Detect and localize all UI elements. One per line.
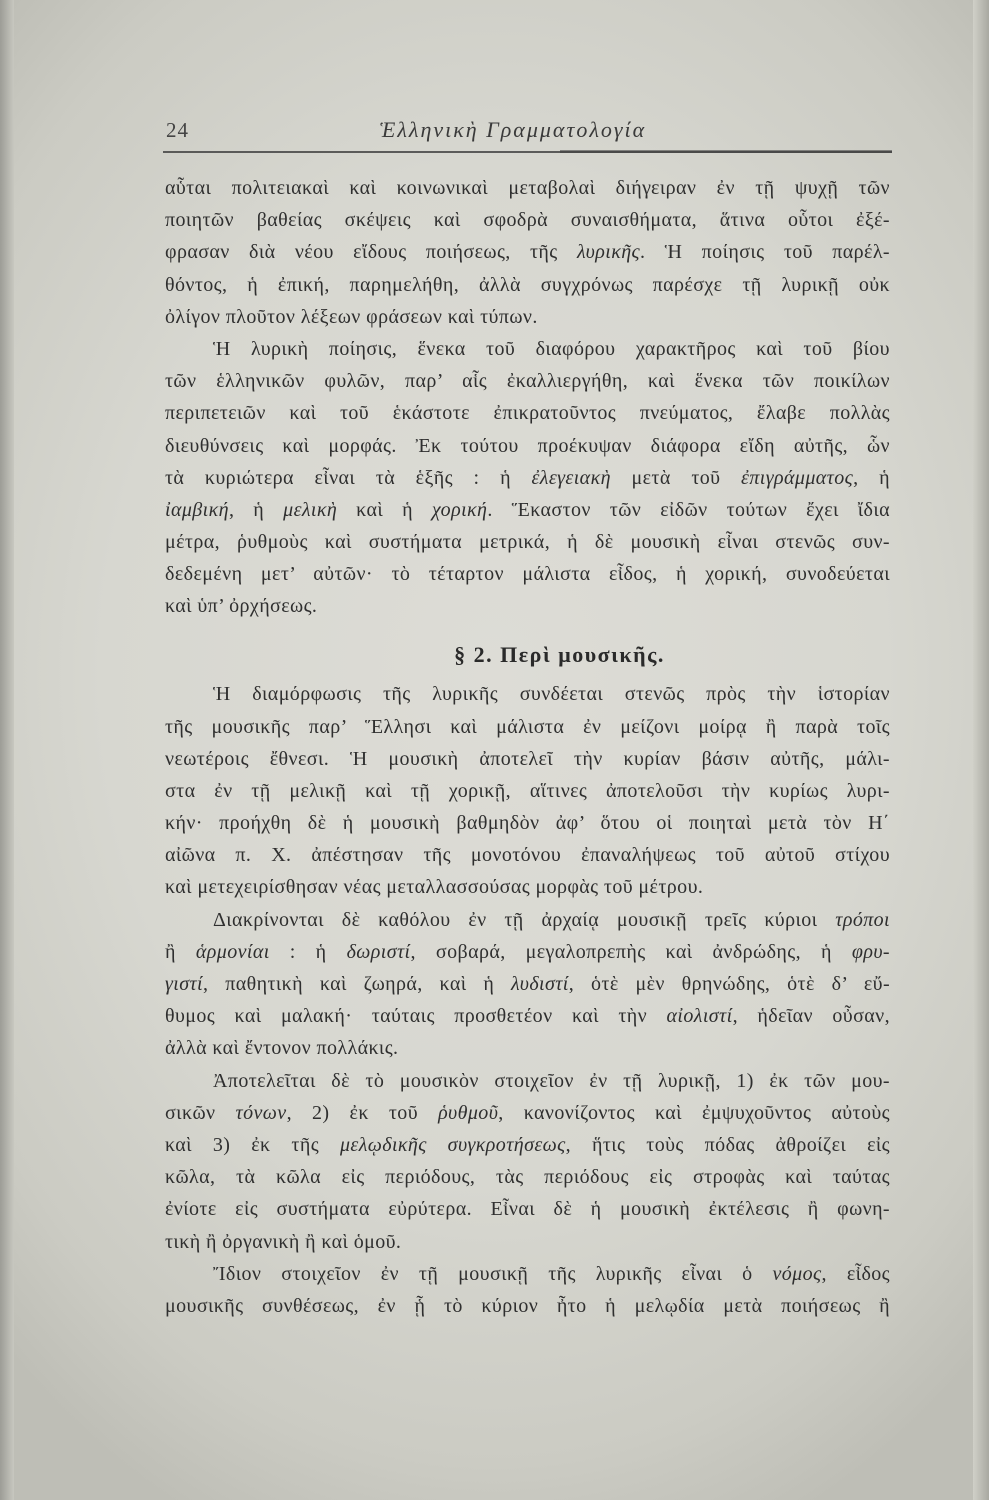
text-run: , ἡ xyxy=(853,466,890,489)
text-run: μετὰ τοῦ xyxy=(610,466,742,489)
text-run: τῆς μουσικῆς παρ’ Ἕλλησι καὶ μάλιστα ἐν μείζονι μοίρᾳ ἢ παρὰ τοῖς xyxy=(165,715,890,738)
text-run: , εἶδος xyxy=(821,1262,890,1285)
text-run: καὶ ὑπ’ ὀρχήσεως. xyxy=(165,595,318,618)
text-run: , σοβαρά, μεγαλοπρεπὴς καὶ ἀνδρώδης, ἡ xyxy=(410,940,852,963)
text-run: στα ἐν τῇ μελικῇ καὶ τῇ χορικῇ, αἵτινες ἀποτελοῦσι τὴν κυρίως λυρι- xyxy=(165,779,890,802)
text-run: ὀλίγον πλοῦτον λέξεων φράσεων καὶ τύπων. xyxy=(165,305,538,328)
emphasized-term: χορική xyxy=(431,498,488,521)
text-run: , ἡδεῖαν οὖσαν, xyxy=(732,1005,890,1028)
text-line xyxy=(165,204,890,236)
text-line xyxy=(165,743,890,775)
page-body xyxy=(165,172,890,1322)
text-run: ἀλλὰ καὶ ἔντονον πολλάκις. xyxy=(165,1037,399,1060)
text-run: , κανονίζοντος καὶ ἐμψυχοῦντος αὐτοὺς xyxy=(498,1101,890,1124)
paragraph xyxy=(165,172,890,333)
text-run: δεδεμένη μετ’ αὐτῶν· τὸ τέταρτον μάλιστα εἶδος, ἡ χορική, συνοδεύεται xyxy=(165,563,890,586)
text-line xyxy=(165,1258,890,1290)
text-line xyxy=(165,462,890,494)
text-run: : ἡ xyxy=(269,940,347,963)
text-line xyxy=(165,839,890,871)
text-line xyxy=(165,775,890,807)
text-run: , ἡ xyxy=(228,498,284,521)
text-line xyxy=(165,968,890,1000)
text-line xyxy=(165,1097,890,1129)
text-line xyxy=(165,236,890,268)
text-line xyxy=(165,1226,890,1258)
text-run: Διακρίνονται δὲ καθόλου ἐν τῇ ἀρχαίᾳ μουσικῇ τρεῖς κύριοι xyxy=(213,908,836,931)
text-run: , ὁτὲ μὲν θρηνώδης, ὁτὲ δ’ εὔ- xyxy=(568,973,890,995)
text-line xyxy=(165,871,890,903)
text-line xyxy=(165,1032,890,1064)
text-run: μέτρα, ῥυθμοὺς καὶ συστήματα μετρικά, ἡ δὲ μουσικὴ εἶναι στενῶς συν- xyxy=(165,531,890,554)
text-line xyxy=(165,365,890,397)
emphasized-term: λυρικῆς xyxy=(576,241,641,264)
text-run: ἐνίοτε εἰς συστήματα εὐρύτερα. Εἶναι δὲ ἡ μουσικὴ ἐκτέλεσις ἢ φωνη- xyxy=(165,1198,890,1221)
text-line xyxy=(165,1129,890,1161)
emphasized-term: μελικὴ xyxy=(283,498,338,521)
text-run: νεωτέροις ἔθνεσι. Ἡ μουσικὴ ἀποτελεῖ τὴν κυρίαν βάσιν αὐτῆς, μάλι- xyxy=(165,747,890,770)
emphasized-term: ῥυθμοῦ xyxy=(438,1101,499,1124)
text-line xyxy=(165,172,890,204)
emphasized-term: τόνων xyxy=(235,1101,287,1124)
emphasized-term: λυδιστί xyxy=(511,973,569,995)
text-line xyxy=(165,1193,890,1225)
text-line xyxy=(165,711,890,743)
emphasized-term: τρόποι xyxy=(835,908,890,931)
text-run: , 2) ἐκ τοῦ xyxy=(286,1101,439,1124)
text-line xyxy=(165,397,890,429)
scan-edge-right xyxy=(973,0,989,1500)
text-line xyxy=(165,430,890,462)
text-run: κήν· προήχθη δὲ ἡ μουσικὴ βαθμηδὸν ἀφ’ ὅτου οἱ ποιηταὶ μετὰ τὸν Η΄ xyxy=(165,812,890,835)
text-run: Ἡ διαμόρφωσις τῆς λυρικῆς συνδέεται στενῶς πρὸς τὴν ἱστορίαν xyxy=(213,683,890,706)
emphasized-term: ἐλεγειακὴ xyxy=(531,466,611,489)
emphasized-term: νόμος xyxy=(772,1262,822,1285)
text-run: Ἴδιον στοιχεῖον ἐν τῇ μουσικῇ τῆς λυρικῆς εἶναι ὁ xyxy=(213,1262,773,1285)
text-line xyxy=(165,269,890,301)
emphasized-term: ἁρμονίαι xyxy=(195,940,270,963)
text-run: καὶ μετεχειρίσθησαν νέας μεταλλασσούσας μορφὰς τοῦ μέτρου. xyxy=(165,876,704,899)
text-run: . Ἡ ποίησις τοῦ παρέλ- xyxy=(640,241,890,264)
text-line xyxy=(165,1161,890,1193)
text-run: , παθητικὴ καὶ ζωηρά, καὶ ἡ xyxy=(203,973,512,995)
text-run: τικὴ ἢ ὀργανικὴ ἢ καὶ ὁμοῦ. xyxy=(165,1230,402,1253)
emphasized-term: ἰαμβική xyxy=(165,498,229,521)
paragraph xyxy=(165,333,890,623)
section-heading: § 2. Περὶ μουσικῆς. xyxy=(454,641,665,667)
text-run: τὰ κυριώτερα εἶναι τὰ ἑξῆς : ἡ xyxy=(165,466,532,489)
text-run: καὶ 3) ἐκ τῆς xyxy=(165,1133,340,1156)
paragraph xyxy=(165,678,890,903)
emphasized-term: δωριστί xyxy=(346,940,411,963)
text-line xyxy=(165,558,890,590)
text-line xyxy=(165,1065,890,1097)
paragraph xyxy=(165,1065,890,1258)
text-line xyxy=(165,333,890,365)
text-run: ποιητῶν βαθείας σκέψεις καὶ σφοδρὰ συναισθήματα, ἅτινα οὗτοι ἐξέ- xyxy=(165,209,890,232)
text-line xyxy=(165,936,890,968)
text-line xyxy=(165,1290,890,1322)
text-line xyxy=(165,1000,890,1032)
text-run: θυμος καὶ μαλακή· ταύταις προσθετέον καὶ τὴν xyxy=(165,1005,667,1028)
text-run: διευθύνσεις καὶ μορφάς. Ἐκ τούτου προέκυψαν διάφορα εἴδη αὐτῆς, ὧν xyxy=(165,434,890,457)
text-run: θόντος, ἡ ἐπική, παρημελήθη, ἀλλὰ συγχρόνως παρέσχε τῇ λυρικῇ οὐκ xyxy=(165,273,890,296)
header-rule-heavy xyxy=(560,150,892,153)
text-run: καὶ ἡ xyxy=(337,498,432,521)
page-number: 24 xyxy=(166,118,189,142)
text-line xyxy=(165,807,890,839)
emphasized-term: ἐπιγράμματος xyxy=(741,466,854,489)
running-title: Ἑλληνικὴ Γραμματολογία xyxy=(379,117,647,142)
text-run: Ἀποτελεῖται δὲ τὸ μουσικὸν στοιχεῖον ἐν τῇ λυρικῇ, 1) ἐκ τῶν μου- xyxy=(213,1069,890,1092)
text-line xyxy=(165,526,890,558)
text-run: Ἡ λυρικὴ ποίησις, ἕνεκα τοῦ διαφόρου χαρακτῆρος καὶ τοῦ βίου xyxy=(213,337,890,360)
text-run: μουσικῆς συνθέσεως, ἐν ᾗ τὸ κύριον ἦτο ἡ μελῳδία μετὰ ποιήσεως ἢ xyxy=(165,1294,890,1317)
emphasized-term: μελῳδικῆς συγκροτήσεως xyxy=(339,1133,566,1156)
paragraph xyxy=(165,1258,890,1322)
emphasized-term: γιστί xyxy=(165,973,204,995)
text-run: περιπετειῶν καὶ τοῦ ἑκάστοτε ἐπικρατοῦντος πνεύματος, ἔλαβε πολλὰς xyxy=(165,402,890,425)
text-run: , ἥτις τοὺς πόδας ἀθροίζει εἰς xyxy=(565,1133,890,1156)
text-run: ἢ xyxy=(165,940,196,963)
text-line xyxy=(165,494,890,526)
text-run: αἰῶνα π. Χ. ἀπέστησαν τῆς μονοτόνου ἐπαναλήψεως τοῦ αὐτοῦ στίχου xyxy=(165,844,890,867)
text-run: τῶν ἑλληνικῶν φυλῶν, παρ’ αἷς ἐκαλλιεργήθη, καὶ ἕνεκα τῶν ποικίλων xyxy=(165,370,890,393)
emphasized-term: φρυ- xyxy=(851,940,890,963)
text-run: αὗται πολιτειακαὶ καὶ κοινωνικαὶ μεταβολαὶ διήγειραν ἐν τῇ ψυχῇ τῶν xyxy=(165,177,890,199)
scan-edge-left xyxy=(0,0,14,1500)
text-line xyxy=(165,904,890,936)
text-run: φρασαν διὰ νέου εἴδους ποιήσεως, τῆς xyxy=(165,241,577,264)
text-line xyxy=(165,590,890,622)
text-run: σικῶν xyxy=(165,1101,236,1124)
emphasized-term: αἰολιστί xyxy=(666,1005,733,1028)
text-line xyxy=(165,678,890,710)
text-run: κῶλα, τὰ κῶλα εἰς περιόδους, τὰς περιόδους εἰς στροφὰς καὶ ταύτας xyxy=(165,1166,890,1189)
text-line xyxy=(165,301,890,333)
paragraph xyxy=(165,904,890,1065)
text-run: . Ἕκαστον τῶν εἰδῶν τούτων ἔχει ἴδια xyxy=(487,498,890,521)
